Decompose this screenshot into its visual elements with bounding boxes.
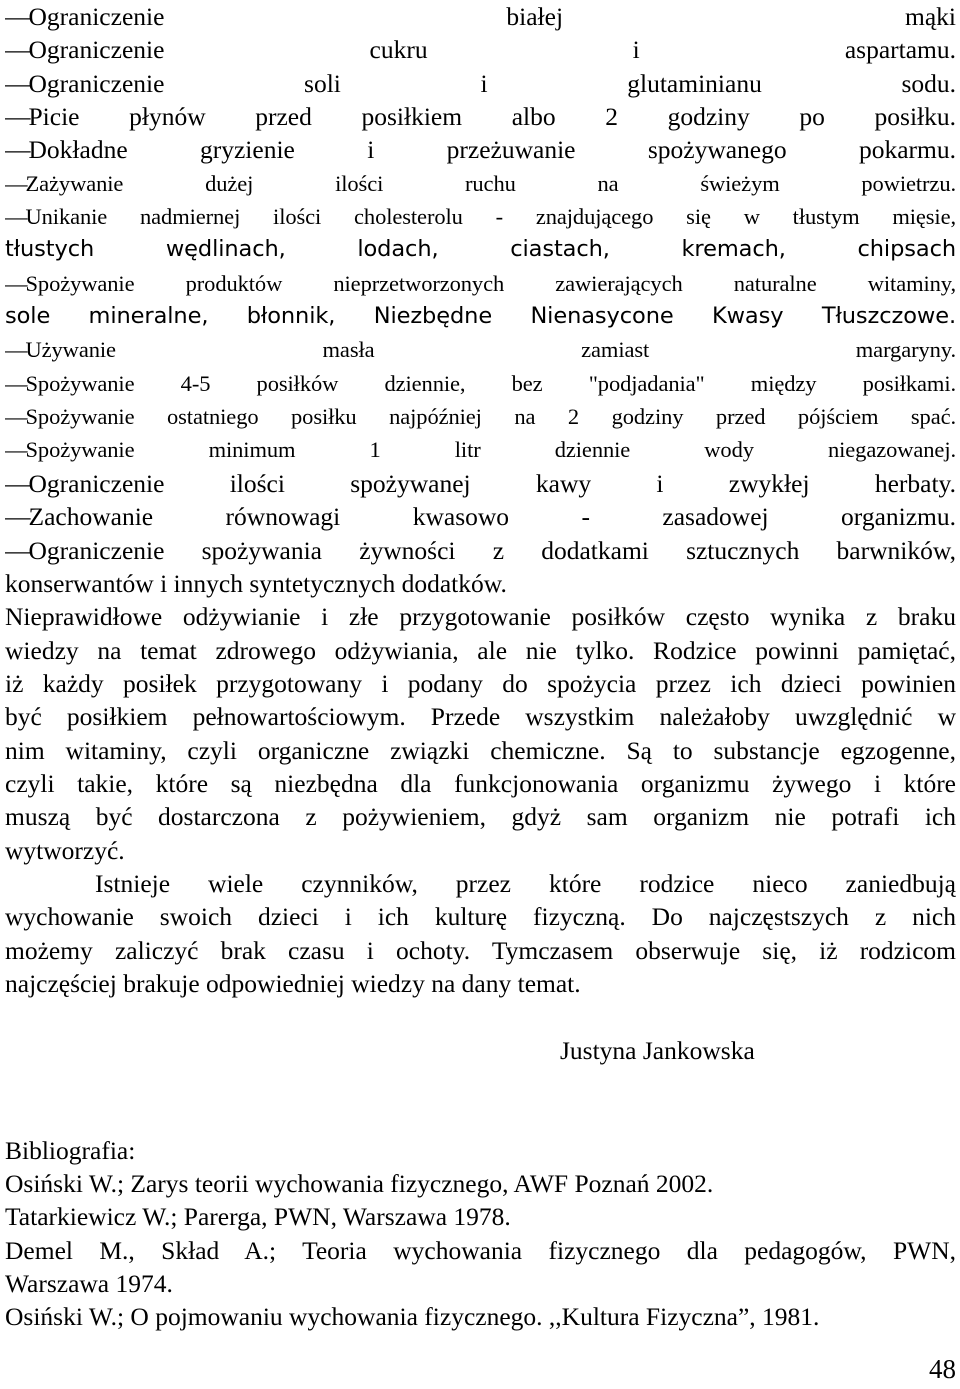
paragraph-factors: [5, 867, 956, 1000]
recommendation-continuation: tłustych wędlinach, lodach, ciastach, kremach, chipsach: [5, 236, 956, 263]
recommendation-item: — Ograniczenie soli i glutaminianu sodu.: [5, 67, 956, 100]
recommendation-item: — Dokładne gryzienie i przeżuwanie spożywanego pokarmu.: [5, 133, 956, 166]
recommendation-item: — Używanie masła zamiast margaryny.: [5, 333, 956, 366]
bibliography-entry: Osiński W.; O pojmowaniu wychowania fizycznego. ,,Kultura Fizyczna”, 1981.: [5, 1302, 820, 1332]
bibliography-entry: Warszawa 1974.: [5, 1269, 173, 1299]
page-number: 48: [929, 1354, 956, 1384]
paragraph-line: Nieprawidłowe odżywianie i złe przygotowanie posiłków często wynika z braku: [5, 602, 956, 632]
recommendation-item: — Picie płynów przed posiłkiem albo 2 godziny po posiłku.: [5, 100, 956, 133]
paragraph-line: wytworzyć.: [5, 835, 125, 865]
recommendation-item: — Spożywanie 4-5 posiłków dziennie, bez "podjadania" między posiłkami.: [5, 367, 956, 400]
paragraph-line: wychowanie swoich dzieci i ich kulturę fizyczną. Do najczęstszych z nich: [5, 902, 956, 932]
paragraph-line: Istnieje wiele czynników, przez które rodzice nieco zaniedbują: [95, 868, 956, 898]
recommendation-item: — Spożywanie minimum 1 litr dziennie wody niegazowanej.: [5, 433, 956, 466]
paragraph-line: muszą być dostarczona z pożywieniem, gdyż sam organizm nie potrafi ich: [5, 802, 956, 832]
spacer: [5, 1067, 956, 1100]
spacer: [5, 1100, 956, 1133]
paragraph-line: najczęściej brakuje odpowiedniej wiedzy na dany temat.: [5, 968, 581, 998]
paragraph-line: wiedzy na temat zdrowego odżywiania, ale nie tylko. Rodzice powinni pamiętać,: [5, 635, 956, 665]
paragraph-knowledge: [5, 600, 956, 867]
paragraph-line: możemy zaliczyć brak czasu i ochoty. Tymczasem obserwuje się, iż rodzicom: [5, 935, 956, 965]
recommendation-item: — Ograniczenie spożywania żywności z dodatkami sztucznych barwników,: [5, 534, 956, 567]
recommendation-item: — Spożywanie ostatniego posiłku najpóźniej na 2 godziny przed pójściem spać.: [5, 400, 956, 433]
bibliography-list: [5, 1167, 956, 1334]
bibliography-entry: Demel M., Skład A.; Teoria wychowania fizycznego dla pedagogów, PWN,: [5, 1235, 956, 1265]
paragraph-line: iż każdy posiłek przygotowany i podany do spożycia przez ich dzieci powinien: [5, 668, 956, 698]
author-signature: Justyna Jankowska: [560, 1035, 755, 1065]
page-content: [5, 0, 956, 1334]
recommendations-list: [5, 0, 956, 600]
recommendation-item: — Spożywanie produktów nieprzetworzonych zawierających naturalne witaminy,: [5, 267, 956, 300]
recommendation-item: — Ograniczenie cukru i aspartamu.: [5, 33, 956, 66]
recommendation-item: — Zachowanie równowagi kwasowo - zasadowej organizmu.: [5, 500, 956, 533]
bibliography-entry: Osiński W.; Zarys teorii wychowania fizycznego, AWF Poznań 2002.: [5, 1169, 714, 1199]
recommendation-continuation: konserwantów i innych syntetycznych dodatków.: [5, 568, 507, 598]
recommendation-item: — Ograniczenie białej mąki: [5, 0, 956, 33]
bibliography-entry: Tatarkiewicz W.; Parerga, PWN, Warszawa 1978.: [5, 1202, 511, 1232]
recommendation-item: — Unikanie nadmiernej ilości cholesterolu - znajdującego się w tłustym mięsie,: [5, 200, 956, 233]
recommendation-continuation: sole mineralne, błonnik, Niezbędne Nienasycone Kwasy Tłuszczowe.: [5, 303, 956, 330]
paragraph-line: czyli takie, które są niezbędna dla funkcjonowania organizmu żywego i które: [5, 768, 956, 798]
paragraph-line: być posiłkiem pełnowartościowym. Przede wszystkim należałoby uwzględnić w: [5, 702, 956, 732]
recommendation-item: — Ograniczenie ilości spożywanej kawy i zwykłej herbaty.: [5, 467, 956, 500]
paragraph-line: nim witaminy, czyli organiczne związki chemiczne. Są to substancje egzogenne,: [5, 735, 956, 765]
bibliography-heading: Bibliografia:: [5, 1135, 136, 1165]
recommendation-item: — Zażywanie dużej ilości ruchu na świeżym powietrzu.: [5, 167, 956, 200]
spacer: [5, 1000, 956, 1033]
